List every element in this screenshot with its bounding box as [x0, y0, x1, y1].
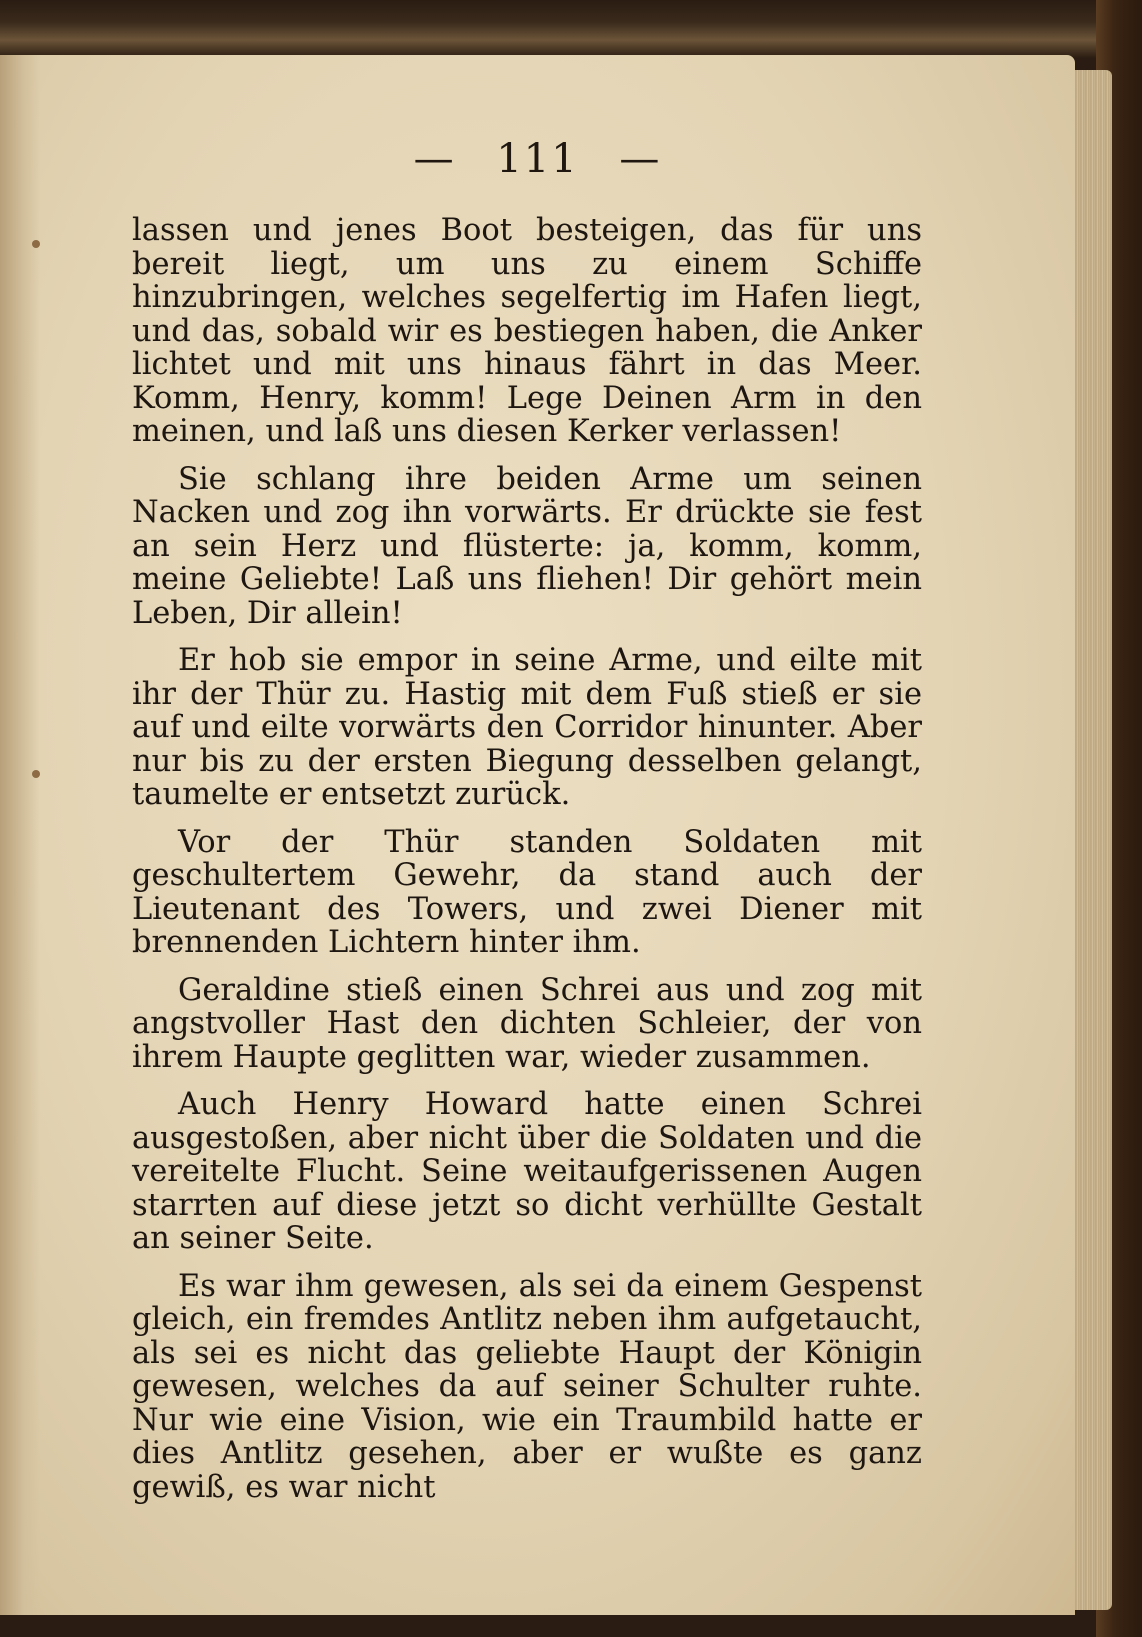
- paragraph: Es war ihm gewesen, als sei da einem Gespenst gleich, ein fremdes Antlitz neben ihm aufgetaucht, als sei es nicht das geliebte Haupt der Königin gewesen, welches da auf seiner Schulter ruhte. Nur wie eine Vision, wie ein Traumbild hatte er dies Antlitz gesehen, aber er wußte es ganz gewiß, es war nicht: [132, 1268, 922, 1505]
- paragraph: lassen und jenes Boot besteigen, das für uns bereit liegt, um uns zu einem Schiffe hinzubringen, welches segelfertig im Hafen liegt, und das, sobald wir es bestiegen haben, die Anker lichtet und mit uns hinaus fährt in das Meer. Komm, Henry, komm! Lege Deinen Arm in den meinen, und laß uns diesen Kerker verlassen!: [132, 213, 922, 449]
- page-gutter: [0, 55, 40, 1615]
- paragraph: Sie schlang ihre beiden Arme um seinen Nacken und zog ihn vorwärts. Er drückte sie fest an sein Herz und flüsterte: ja, komm, komm, meine Geliebte! Laß uns fliehen! Dir gehört mein Leben, Dir allein!: [132, 461, 922, 631]
- paragraph: Er hob sie empor in seine Arme, und eilte mit ihr der Thür zu. Hastig mit dem Fuß stieß er sie auf und eilte vorwärts den Corridor hinunter. Aber nur bis zu der ersten Biegung desselben gelangt, taumelte er entsetzt zurück.: [132, 643, 922, 812]
- paragraph: Auch Henry Howard hatte einen Schrei ausgestoßen, aber nicht über die Soldaten und die vereitelte Flucht. Seine weitaufgerissenen Augen starrten auf diese jetzt so dicht verhüllte Gestalt an seiner Seite.: [132, 1087, 922, 1256]
- body-text: [132, 214, 922, 1518]
- paragraph: Vor der Thür standen Soldaten mit geschultertem Gewehr, da stand auch der Lieutenant des Towers, und zwei Diener mit brennenden Lichtern hinter ihm.: [132, 824, 922, 960]
- page-number: 111: [496, 136, 579, 182]
- page-number-line: [0, 136, 1075, 182]
- binding-thread-mark: [32, 240, 40, 248]
- header-dash-right: —: [619, 136, 662, 182]
- binding-thread-mark: [32, 770, 40, 778]
- paragraph: Geraldine stieß einen Schrei aus und zog mit angstvoller Hast den dichten Schleier, der von ihrem Haupte geglitten war, wieder zusammen.: [132, 972, 922, 1075]
- header-dash-left: —: [413, 136, 456, 182]
